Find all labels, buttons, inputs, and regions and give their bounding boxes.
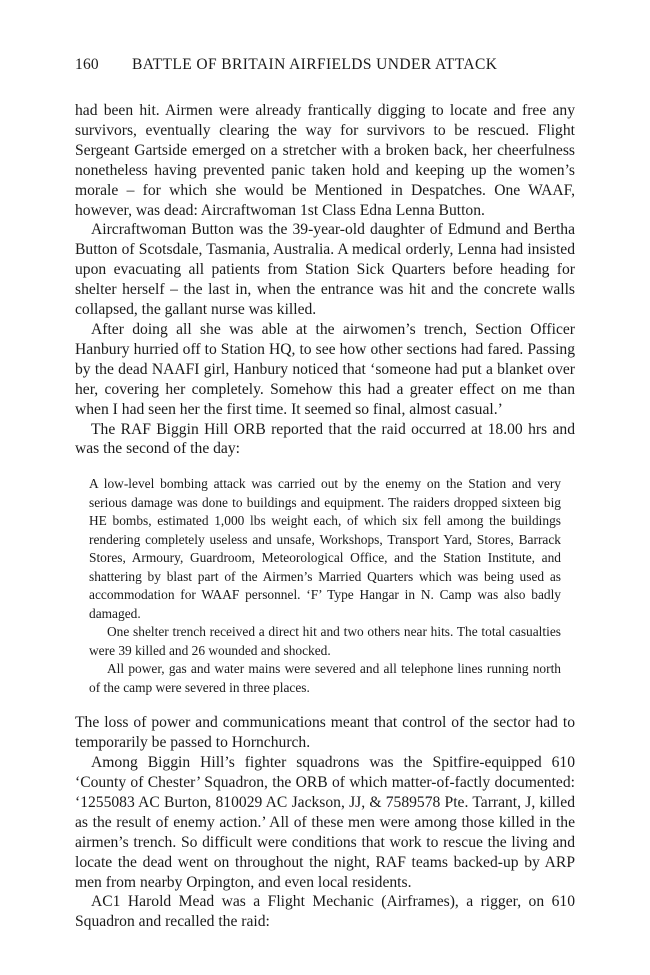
paragraph: After doing all she was able at the airwomen’s trench, Section Officer Hanbury hurried off to Station HQ, to see how other sections had fared. Passing by the dead NAAFI girl, Hanbury noticed that ‘someone had put a blanket over her, covering her completely. Somehow this had a greater effect on me than when I had seen her the first time. It seemed so final, almost casual.’ — [75, 320, 575, 418]
quote-paragraph: One shelter trench received a direct hit and two others near hits. The total casualties were 39 killed and 26 wounded and shocked. — [89, 624, 561, 658]
running-head — [75, 56, 575, 74]
block-quote — [89, 475, 561, 697]
quote-paragraph: All power, gas and water mains were severed and all telephone lines running north of the camp were severed in three places. — [89, 661, 561, 695]
paragraph: had been hit. Airmen were already frantically digging to locate and free any survivors, eventually clearing the way for survivors to be rescued. Flight Sergeant Gartside emerged on a stretcher with a broken back, her cheerfulness nonetheless having prevented panic taken hold and keeping up the women’s morale – for which she would be Mentioned in Despatches. One WAAF, however, was dead: Aircraftwoman 1st Class Edna Lenna Button. — [75, 102, 575, 219]
quote-paragraph: A low-level bombing attack was carried out by the enemy on the Station and very serious damage was done to buildings and equipment. The raiders dropped sixteen big HE bombs, estimated 1,000 lbs weight each, of which six fell among the buildings rendering completely useless and unsafe, Workshops, Transport Yard, Stores, Barrack Stores, Armoury, Guardroom, Meteorological Office, and the Station Institute, and shattering by blast part of the Airmen’s Married Quarters which was being used as accommodation for WAAF personnel. ‘F’ Type Hangar in N. Camp was also badly damaged. — [89, 476, 561, 621]
paragraph: The loss of power and communications meant that control of the sector had to temporarily be passed to Hornchurch. — [75, 714, 575, 752]
body-text — [75, 101, 575, 932]
paragraph: Aircraftwoman Button was the 39-year-old daughter of Edmund and Bertha Button of Scotsdale, Tasmania, Australia. A medical orderly, Lenna had insisted upon evacuating all patients from Station Sick Quarters before heading for shelter herself – the last in, when the entrance was hit and the concrete walls collapsed, the gallant nurse was killed. — [75, 221, 575, 319]
page-number: 160 — [75, 56, 99, 73]
running-title: BATTLE OF BRITAIN AIRFIELDS UNDER ATTACK — [132, 56, 498, 73]
paragraph: Among Biggin Hill’s fighter squadrons was the Spitfire-equipped 610 ‘County of Chester’ Squadron, the ORB of which matter-of-factly documented: ‘1255083 AC Burton, 810029 AC Jackson, JJ, & 7589578 Pte. Tarrant, J, killed as the result of enemy action.’ All of these men were among those killed in the airmen’s trench. So difficult were conditions that work to rescue the living and locate the dead went on throughout the night, RAF teams backed-up by ARP men from nearby Orpington, and even local residents. — [75, 754, 575, 891]
paragraph: The RAF Biggin Hill ORB reported that the raid occurred at 18.00 hrs and was the second of the day: — [75, 420, 575, 458]
paragraph: AC1 Harold Mead was a Flight Mechanic (Airframes), a rigger, on 610 Squadron and recalled the raid: — [75, 893, 575, 931]
